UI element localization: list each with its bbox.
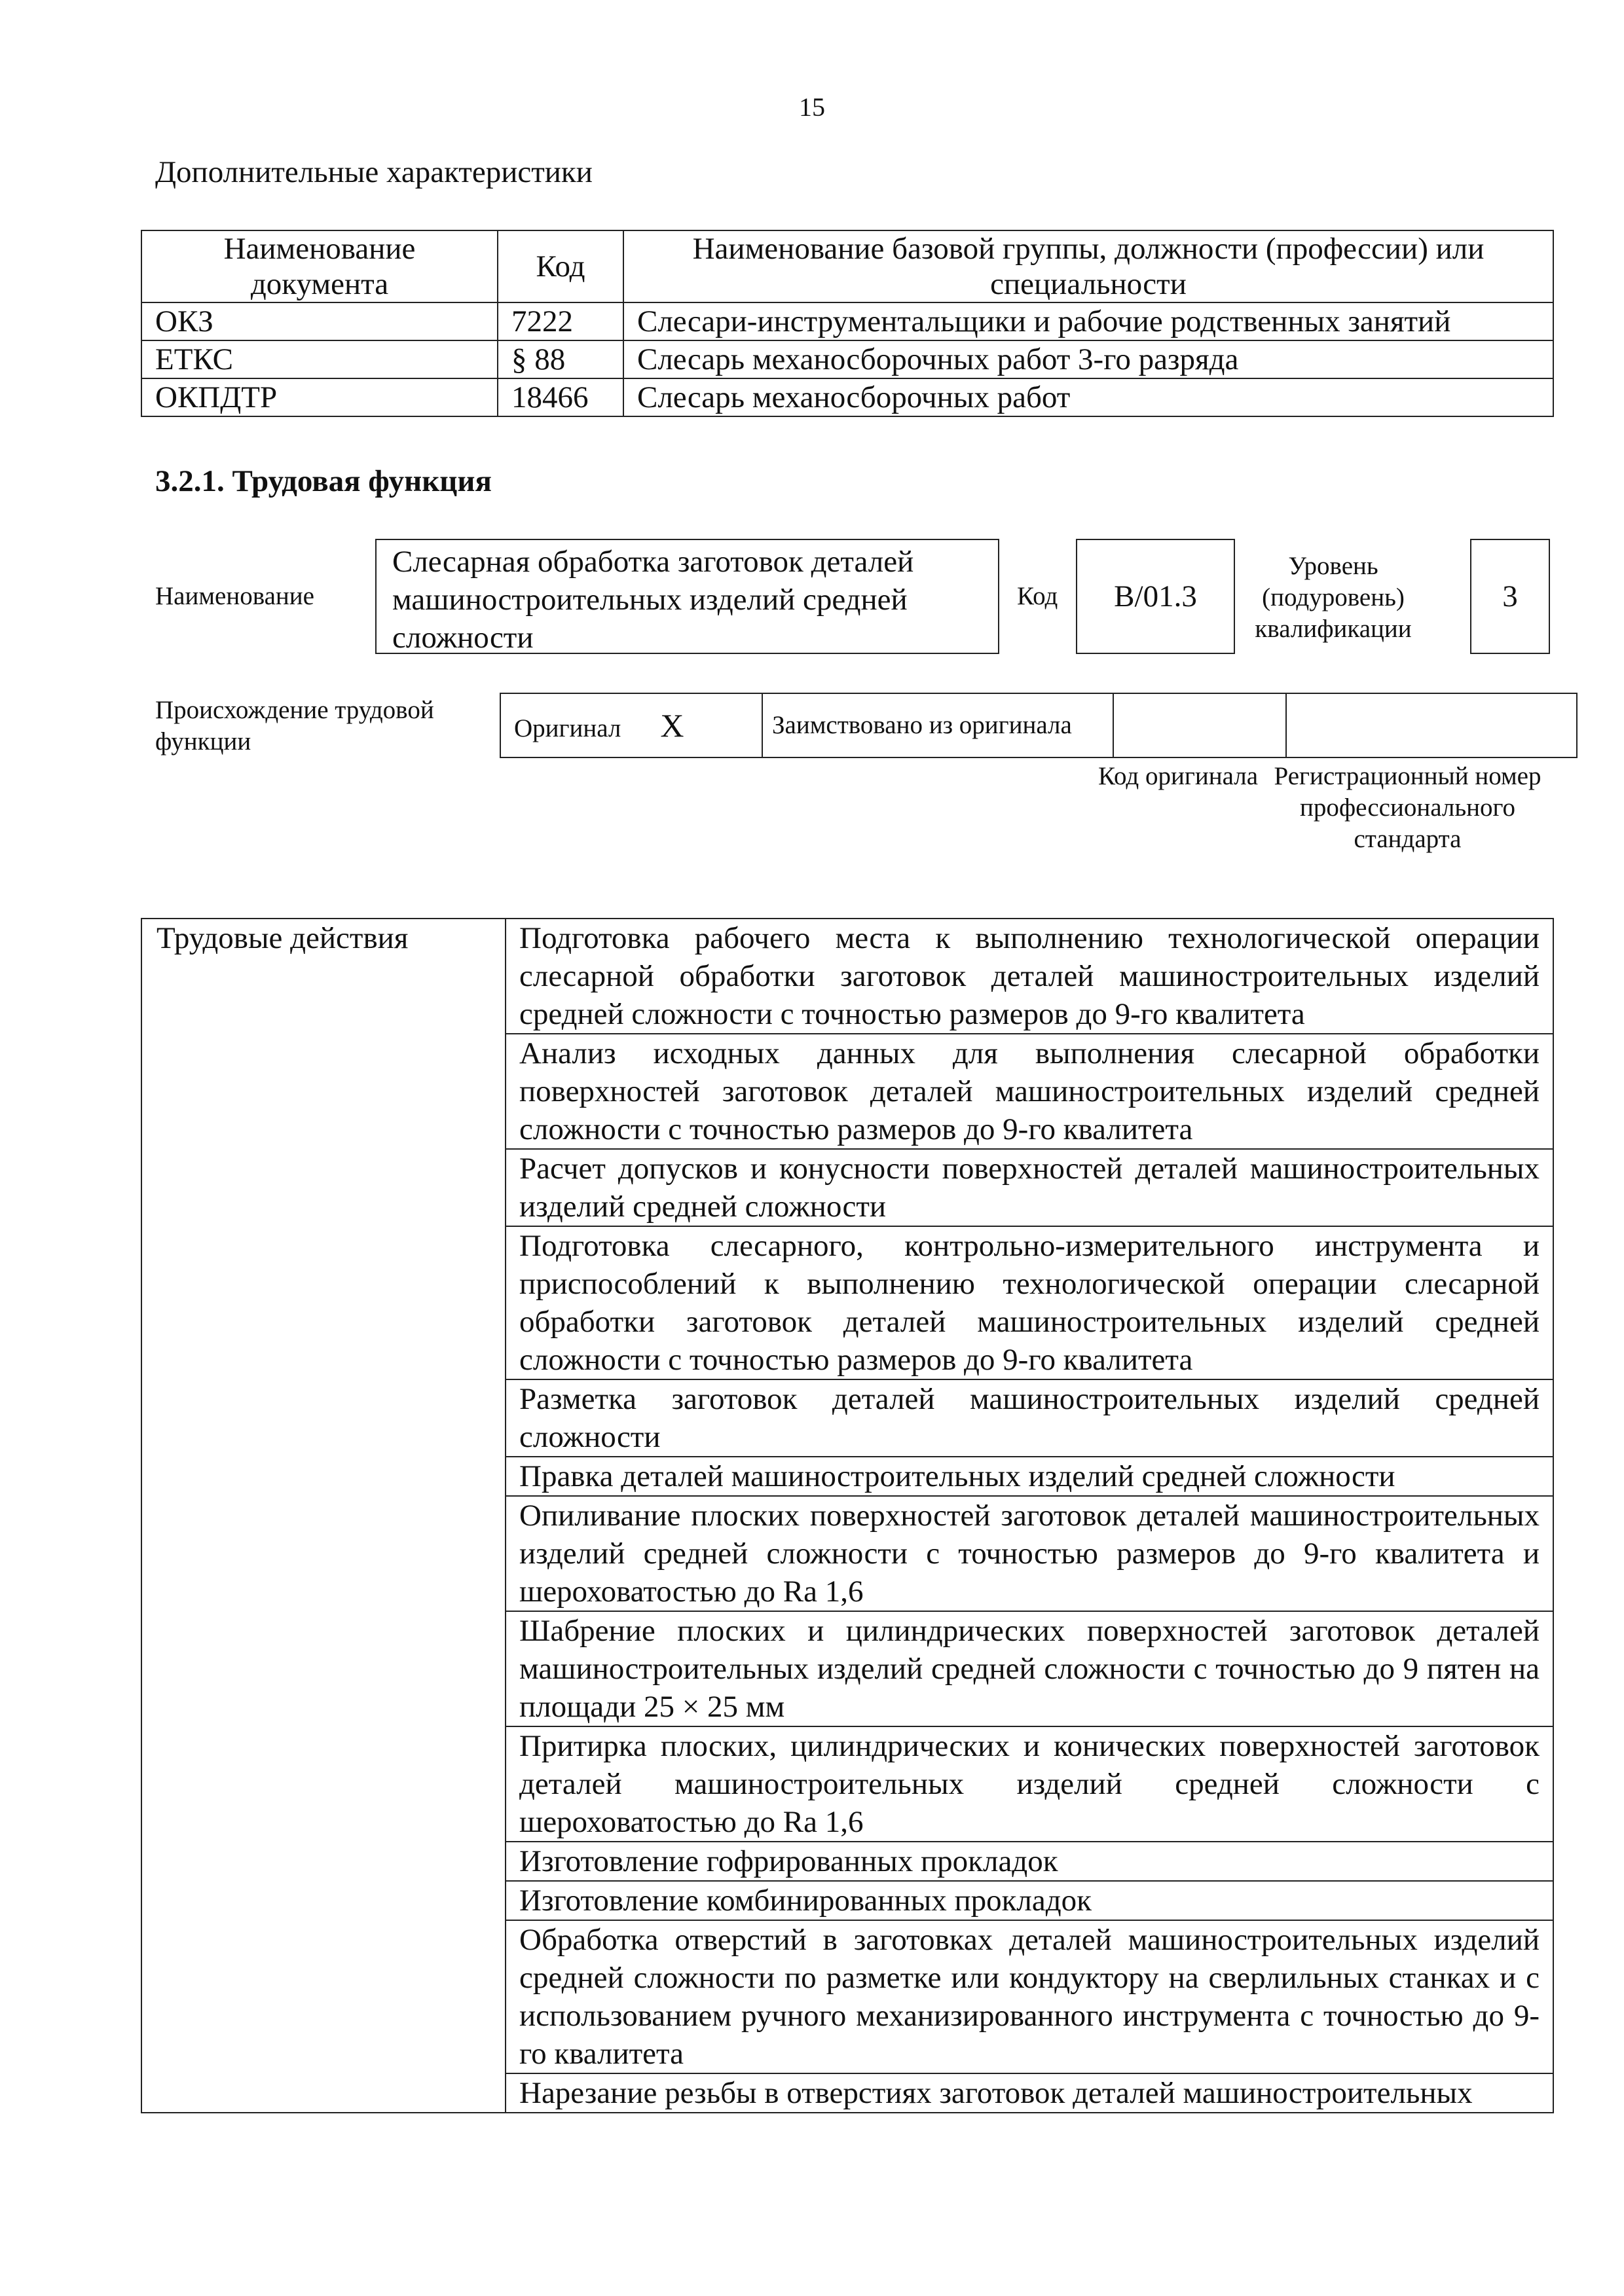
list-item: Анализ исходных данных для выполнения слесарной обработки поверхностей заготовок деталей машиностроительных изделий средней сложности с точностью размеров до 9-го квалитета [506,1034,1553,1149]
registration-number-caption: Регистрационный номер профессионального стандарта [1274,762,1541,853]
name-cell: Слесари-инструментальщики и рабочие родственных занятий [623,302,1553,340]
list-item: Изготовление комбинированных прокладок [506,1881,1553,1920]
list-item: Опиливание плоских поверхностей заготовок деталей машиностроительных изделий средней сложности с точностью размеров до 9-го квалитета и шероховатостью до Ra 1,6 [506,1496,1553,1611]
list-item: Подготовка рабочего места к выполнению технологической операции слесарной обработки заготовок деталей машиностроительных изделий средней сложности с точностью размеров до 9-го квалитета [506,919,1553,1034]
table-row [141,340,1553,378]
function-name-box: Слесарная обработка заготовок деталей машиностроительных изделий средней сложности [375,539,999,654]
name-label: Наименование [155,582,314,610]
header-group-name: Наименование базовой группы, должности (профессии) или специальности [623,230,1553,302]
name-cell: Слесарь механосборочных работ [623,378,1553,416]
borrowed-label: Заимствовано из оригинала [762,693,1113,757]
registration-number-cell [1286,693,1577,757]
original-code-cell [1113,693,1286,757]
list-item: Разметка заготовок деталей машиностроительных изделий средней сложности [506,1379,1553,1457]
table-row [141,378,1553,416]
additional-characteristics-table [141,230,1554,417]
function-code-box: B/01.3 [1076,539,1235,654]
code-cell: § 88 [498,340,623,378]
qualification-level-box: 3 [1470,539,1550,654]
page-number: 15 [799,92,825,122]
doc-cell: ОКЗ [141,302,498,340]
labor-function-heading: 3.2.1. Трудовая функция [155,464,492,498]
doc-cell: ЕТКС [141,340,498,378]
labor-actions-table [141,918,1554,2113]
code-cell: 7222 [498,302,623,340]
original-label: Оригинал [514,714,621,742]
original-mark: X [660,707,684,744]
doc-cell: ОКПДТР [141,378,498,416]
qualification-level-label: Уровень (подуровень) квалификации [1255,552,1412,643]
list-item: Шабрение плоских и цилиндрических поверхностей заготовок деталей машиностроительных изделий средней сложности с точностью до 9 пятен на площади 25 × 25 мм [506,1611,1553,1726]
list-item: Нарезание резьбы в отверстиях заготовок деталей машиностроительных [506,2073,1553,2113]
list-item: Подготовка слесарного, контрольно-измерительного инструмента и приспособлений к выполнению технологической операции слесарной обработки заготовок деталей машиностроительных изделий средней сложности с точностью размеров до 9-го квалитета [506,1226,1553,1379]
header-code: Код [498,230,623,302]
list-item: Изготовление гофрированных прокладок [506,1842,1553,1881]
list-item: Правка деталей машиностроительных изделий средней сложности [506,1457,1553,1496]
labor-actions-label: Трудовые действия [141,919,506,2113]
original-cell [500,693,762,757]
header-document: Наименование документа [141,230,498,302]
list-item: Притирка плоских, цилиндрических и конических поверхностей заготовок деталей машиностроительных изделий средней сложности с шероховатостью до Ra 1,6 [506,1726,1553,1842]
original-code-caption: Код оригинала [1098,762,1259,790]
table-row [141,302,1553,340]
table-row [141,919,1553,1034]
code-label: Код [1017,582,1058,610]
origin-label: Происхождение трудовой функции [155,696,434,756]
list-item: Обработка отверстий в заготовках деталей машиностроительных изделий средней сложности по разметке или кондуктору на сверлильных станках и с использованием ручного механизированного инструмента с точностью до 9-го квалитета [506,1920,1553,2073]
name-cell: Слесарь механосборочных работ 3-го разряда [623,340,1553,378]
table-header-row [141,230,1553,302]
origin-table [500,693,1578,758]
code-cell: 18466 [498,378,623,416]
list-item: Расчет допусков и конусности поверхностей деталей машиностроительных изделий средней сложности [506,1149,1553,1226]
section-title: Дополнительные характеристики [155,155,593,189]
